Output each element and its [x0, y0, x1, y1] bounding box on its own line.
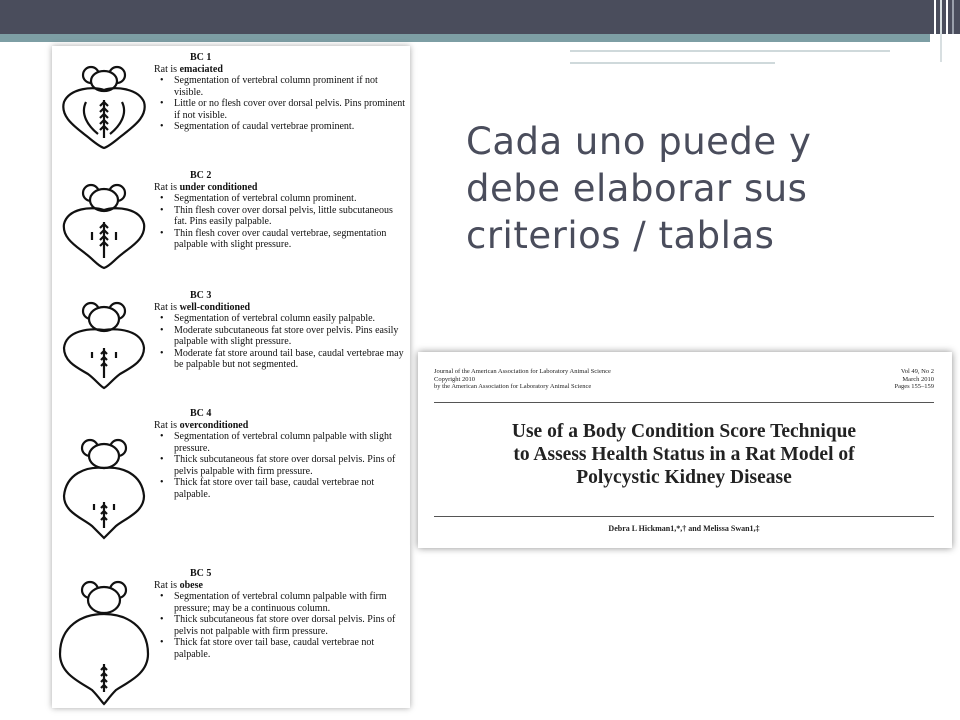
- paper-title-line: Polycystic Kidney Disease: [576, 467, 792, 488]
- rat-obese-illustration: [56, 578, 152, 708]
- bc-condition: overconditioned: [179, 419, 249, 431]
- bc-title: BC 1: [190, 52, 212, 63]
- journal-line: Copyright 2010: [434, 375, 475, 383]
- bc-condition-prefix: Rat is: [154, 579, 180, 591]
- divider: [434, 402, 934, 403]
- paper-title-line: Use of a Body Condition Score Technique: [511, 421, 857, 442]
- slide-headline: [466, 118, 936, 259]
- decorative-vertical-line: [934, 0, 936, 40]
- paper-title-line: to Assess Health Status in a Rat Model of: [513, 444, 855, 465]
- list-item: • Moderate fat store around tail base, caudal vertebrae may be palpable but not segmented.: [174, 348, 406, 371]
- list-item: • Thin flesh cover over caudal vertebrae, segmentation palpable with slight pressure.: [174, 228, 406, 251]
- paper-authors: Debra L Hickman1,*,† and Melissa Swan1,‡: [608, 524, 760, 533]
- journal-info: [434, 368, 611, 391]
- list-item: • Segmentation of vertebral column prominent if not visible.: [174, 75, 406, 98]
- rat-emaciated-illustration: [56, 64, 152, 160]
- journal-line: Journal of the American Association for Laboratory Animal Science: [434, 368, 611, 375]
- bc-title: BC 3: [190, 290, 212, 301]
- bc-title: BC 4: [190, 408, 212, 419]
- headline-line: Cada uno puede y: [466, 120, 812, 163]
- bc-criteria-list: [154, 75, 406, 133]
- bc-condition-prefix: Rat is: [154, 301, 180, 313]
- list-item: • Thick subcutaneous fat store over dorsal pelvis. Pins of pelvis not palpable with firm pressure.: [174, 614, 406, 637]
- list-item: • Thin flesh cover over dorsal pelvis, little subcutaneous fat. Pins easily palpable.: [174, 205, 406, 228]
- bc-description: [154, 52, 406, 133]
- decorative-vertical-line: [940, 0, 942, 62]
- list-item: • Segmentation of caudal vertebrae prominent.: [174, 121, 406, 133]
- headline-line: debe elaborar sus: [466, 167, 808, 210]
- divider: [434, 516, 934, 517]
- issue-line: March 2010: [902, 375, 934, 383]
- list-item: • Segmentation of vertebral column easily palpable.: [174, 313, 406, 325]
- bc-condition: obese: [179, 579, 203, 591]
- list-item: • Thick fat store over tail base, caudal vertebrae not palpable.: [174, 477, 406, 500]
- bc-description: [154, 408, 406, 500]
- list-item: • Thick subcutaneous fat store over dorsal pelvis. Pins of pelvis palpable with firm pressure.: [174, 454, 406, 477]
- bc-criteria-list: [154, 431, 406, 500]
- bc-condition-prefix: Rat is: [154, 419, 180, 431]
- bc-description: [154, 568, 406, 660]
- body-condition-score-figure: [52, 46, 410, 708]
- journal-line: by the American Association for Laboratory Animal Science: [434, 383, 592, 390]
- rat-overconditioned-illustration: [56, 436, 152, 544]
- list-item: • Thick fat store over tail base, caudal vertebrae not palpable.: [174, 637, 406, 660]
- bc-condition: emaciated: [179, 63, 223, 75]
- decorative-vertical-line: [952, 0, 954, 34]
- list-item: • Segmentation of vertebral column palpable with slight pressure.: [174, 431, 406, 454]
- bc-condition-prefix: Rat is: [154, 63, 180, 75]
- issue-info: [894, 368, 934, 391]
- paper-title: [434, 420, 934, 489]
- bc-criteria-list: [154, 313, 406, 371]
- list-item: • Moderate subcutaneous fat store over pelvis. Pins easily palpable with slight pressure.: [174, 325, 406, 348]
- top-accent-strip: [0, 34, 930, 42]
- decorative-line: [570, 50, 890, 52]
- top-banner: [0, 0, 960, 34]
- bc-title: BC 5: [190, 568, 212, 579]
- headline-line: criterios / tablas: [466, 214, 775, 257]
- bc-criteria-list: [154, 591, 406, 660]
- bc-criteria-list: [154, 193, 406, 251]
- issue-line: Pages 155–159: [894, 383, 934, 390]
- list-item: • Segmentation of vertebral column palpable with firm pressure; may be a continuous column.: [174, 591, 406, 614]
- bc-description: [154, 290, 406, 371]
- list-item: • Little or no flesh cover over dorsal pelvis. Pins prominent if not visible.: [174, 98, 406, 121]
- decorative-line: [570, 62, 775, 64]
- decorative-vertical-line: [946, 0, 948, 46]
- bc-condition: well-conditioned: [179, 301, 251, 313]
- rat-under-conditioned-illustration: [56, 182, 152, 278]
- bc-title: BC 2: [190, 170, 212, 181]
- list-item: • Segmentation of vertebral column prominent.: [174, 193, 406, 205]
- bc-condition: under conditioned: [179, 181, 258, 193]
- rat-well-conditioned-illustration: [56, 300, 152, 396]
- issue-line: Vol 49, No 2: [900, 368, 934, 375]
- bc-condition-prefix: Rat is: [154, 181, 180, 193]
- bc-description: [154, 170, 406, 251]
- paper-header-image: [418, 352, 952, 548]
